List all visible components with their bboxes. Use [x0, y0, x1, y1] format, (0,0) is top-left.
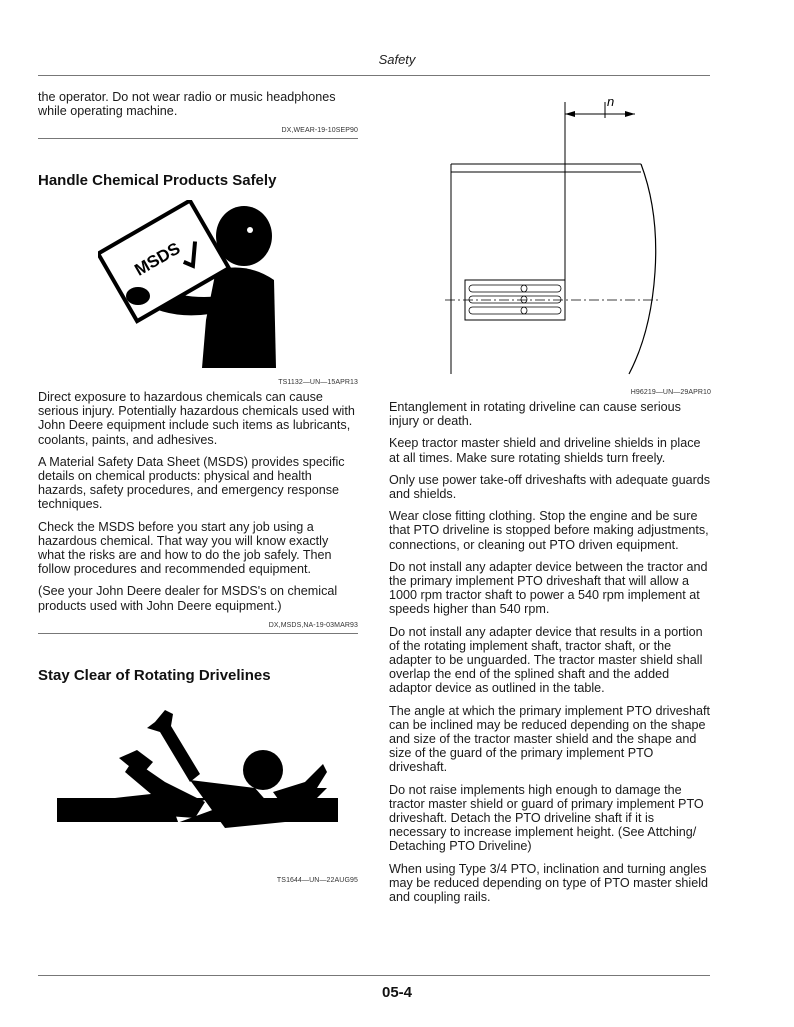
- chem-figure-reference: TS1132—UN—15APR13: [278, 379, 358, 386]
- driveline-paragraph: When using Type 3/4 PTO, inclination and turning angles may be reduced depending on type of PTO master shield and coupling rails.: [389, 861, 709, 905]
- dimension-n-label: n: [607, 94, 615, 109]
- chem-paragraph: (See your John Deere dealer for MSDS's on chemical products used with John Deere equipment.): [38, 584, 338, 613]
- driveline-paragraph: Only use power take-off driveshafts with adequate guards and shields.: [389, 472, 711, 502]
- chem-paragraph: A Material Safety Data Sheet (MSDS) provides specific details on chemical products: physical and health hazards, safety procedures, and emergency response techniques.: [38, 454, 345, 512]
- section-divider: [38, 138, 358, 139]
- intro-reference-code: DX,WEAR-19-10SEP90: [281, 127, 358, 134]
- driveline-paragraph: Wear close fitting clothing. Stop the engine and be sure that PTO driveline is stopped before making adjustments, connections, or cleaning out PTO driven equipment.: [389, 509, 709, 552]
- driveline-figure-reference: TS1644—UN—22AUG95: [276, 877, 358, 884]
- driveline-paragraph: The angle at which the primary implement PTO driveshaft can be inclined may be reduced depending on the shape and size of the tractor master shield and the shape and size of the guard of the primary implement PTO driveshaft.: [389, 703, 711, 775]
- driveline-paragraph: Do not raise implements high enough to damage the tractor master shield or guard of primary implement PTO driveshaft. Detach the PTO driveline shaft if it is necessary to increase implement height. (See Attching/ Detaching PTO Driveline): [389, 782, 704, 854]
- footer-rule: [38, 975, 710, 976]
- header-rule: [38, 75, 710, 76]
- section-divider: [38, 633, 358, 634]
- msds-reading-person-illustration: [98, 200, 288, 372]
- chem-paragraph: Check the MSDS before you start any job using a hazardous chemical. That way you will know exactly what the risks are and how to do the job safely. Then follow procedures and recommended equipment.: [38, 519, 332, 577]
- intro-paragraph: the operator. Do not wear radio or music headphones while operating machine.: [38, 90, 336, 119]
- chem-reference-code: DX,MSDS,NA-19-03MAR93: [268, 622, 358, 629]
- chem-paragraph-group: [38, 390, 358, 621]
- section-heading-chemical: Handle Chemical Products Safely: [38, 172, 277, 189]
- msds-sheet-label: MSDS: [131, 238, 184, 280]
- page-number: 05-4: [381, 984, 413, 1001]
- driveline-paragraph: Do not install any adapter device that results in a portion of the rotating implement shaft, tractor shaft, or the adapter to be unguarded. The tractor master shield shall overlap the end of the splined shaft and the added adaptor device as outlined in the table.: [389, 624, 703, 696]
- shield-figure-reference: H96219—UN—29APR10: [630, 389, 711, 396]
- page-section-title: Safety: [378, 52, 416, 67]
- pto-master-shield-diagram: [445, 92, 713, 392]
- driveline-paragraph-group: [389, 400, 711, 912]
- driveline-entanglement-illustration: [55, 702, 340, 862]
- section-heading-driveline: Stay Clear of Rotating Drivelines: [38, 667, 271, 684]
- driveline-paragraph: Do not install any adapter device between the tractor and the primary implement PTO driveshaft that will allow a 1000 rpm tractor shaft to power a 540 rpm implement at speeds higher than 540 rpm.: [389, 559, 708, 617]
- driveline-paragraph: Entanglement in rotating driveline can cause serious injury or death.: [389, 400, 681, 429]
- driveline-paragraph: Keep tractor master shield and driveline shields in place at all times. Make sure rotating shields turn freely.: [389, 436, 701, 465]
- chem-paragraph: Direct exposure to hazardous chemicals can cause serious injury. Potentially hazardous chemicals used with John Deere equipment include such items as lubricants, coolants, paints, and adhesives.: [38, 390, 355, 447]
